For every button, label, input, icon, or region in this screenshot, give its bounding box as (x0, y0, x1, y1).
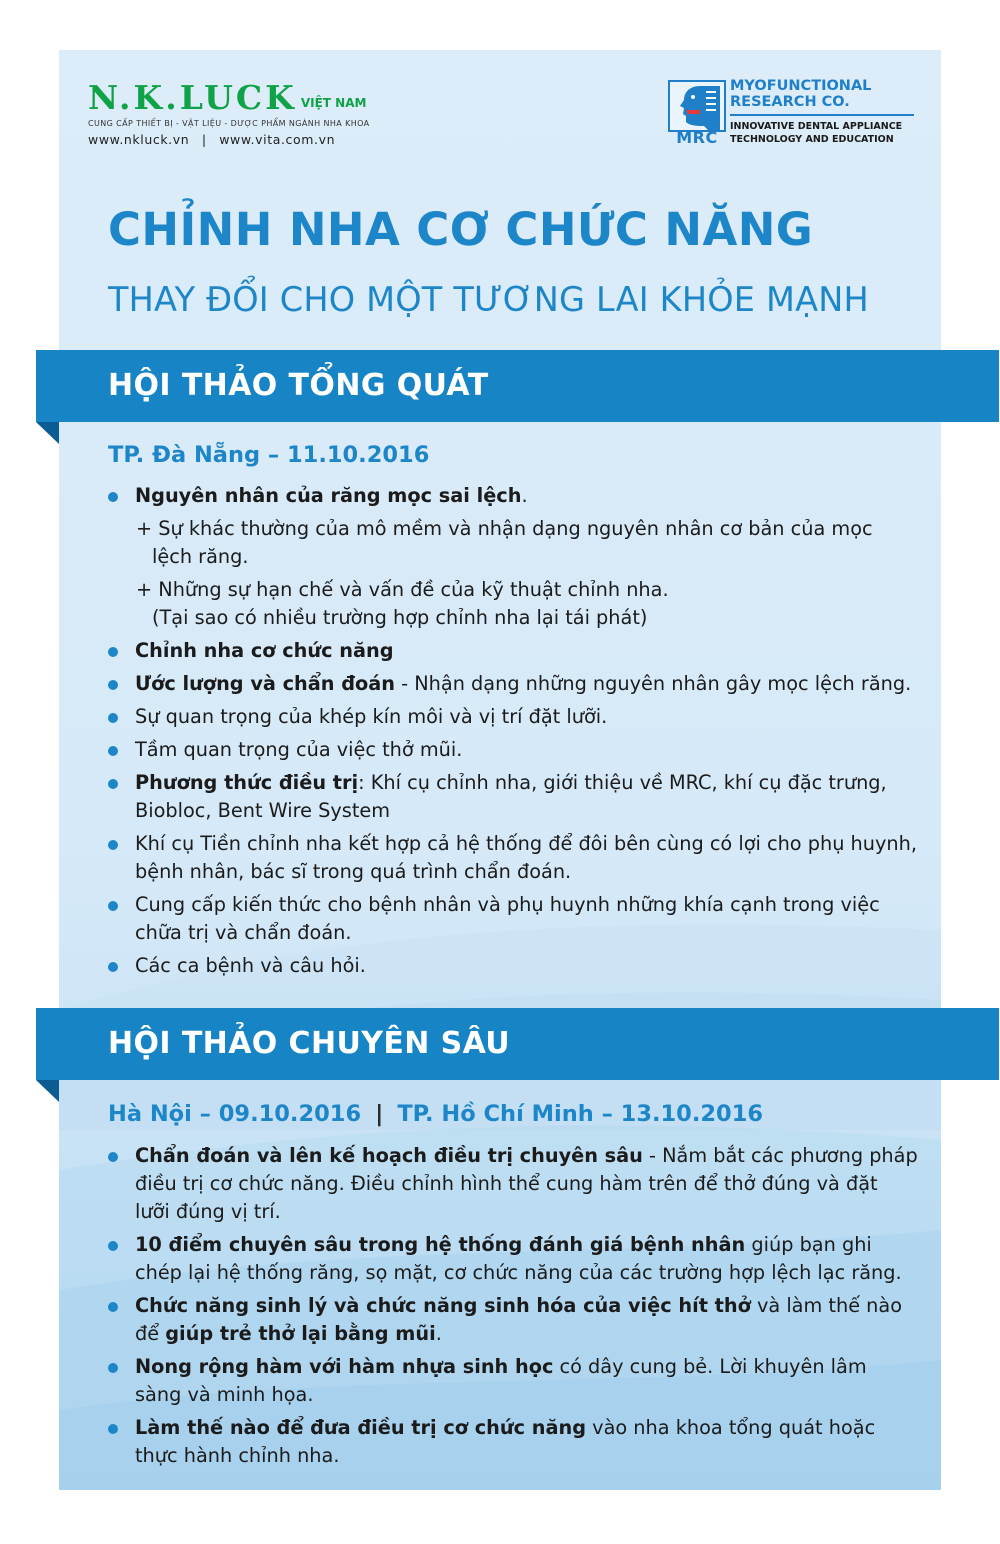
section-advanced-ribbon (36, 1008, 999, 1080)
mrc-name-line2: RESEARCH CO. (730, 94, 850, 110)
section-advanced-cities (108, 1101, 763, 1127)
website-nkluck-link[interactable]: www.nkluck.vn (88, 132, 190, 147)
section-advanced-list (108, 1142, 918, 1475)
list-subitem: + Những sự hạn chế và vấn đề của kỹ thuật chỉnh nha. (Tại sao có nhiều trường hợp chỉnh nha lại tái phát) (136, 578, 669, 629)
mrc-tag-line2: TECHNOLOGY AND EDUCATION (730, 134, 894, 145)
list-item: Chẩn đoán và lên kế hoạch điều trị chuyên sâu - Nắm bắt các phương pháp điều trị cơ chức năng. Điều chỉnh hình thể cung hàm trên để thở đúng và đặt lưỡi đúng vị trí. (108, 1142, 918, 1226)
list-item: Tầm quan trọng của việc thở mũi. (108, 736, 918, 764)
mrc-company-name (730, 78, 930, 110)
mrc-tag-line1: INNOVATIVE DENTAL APPLIANCE (730, 121, 903, 132)
list-subitem: + Sự khác thường của mô mềm và nhận dạng nguyên nhân cơ bản của mọc lệch răng. (136, 517, 873, 568)
city-hcm: TP. Hồ Chí Minh – 13.10.2016 (397, 1101, 764, 1127)
nkluck-websites (88, 132, 370, 147)
nkluck-name: N.K.LUCK (88, 78, 297, 117)
section-general-city: TP. Đà Nẵng – 11.10.2016 (108, 442, 430, 468)
page-title: CHỈNH NHA CƠ CHỨC NĂNG (108, 203, 814, 256)
ribbon-fold (36, 1080, 59, 1102)
nkluck-logo (88, 78, 370, 147)
nkluck-country: VIỆT NAM (300, 96, 367, 110)
list-item: Chỉnh nha cơ chức năng (108, 637, 918, 665)
mrc-divider (730, 114, 914, 116)
list-item: Nguyên nhân của răng mọc sai lệch. (108, 482, 918, 510)
section-general-ribbon (36, 350, 999, 422)
list-item: Cung cấp kiến thức cho bệnh nhân và phụ huynh những khía cạnh trong việc chữa trị và chẩn đoán. (108, 891, 918, 947)
city-separator: | (375, 1101, 384, 1127)
list-item: Khí cụ Tiền chỉnh nha kết hợp cả hệ thống để đôi bên cùng có lợi cho phụ huynh, bệnh nhân, bác sĩ trong quá trình chẩn đoán. (108, 830, 918, 886)
list-item: Ước lượng và chẩn đoán - Nhận dạng những nguyên nhân gây mọc lệch răng. (108, 670, 918, 698)
list-item: Làm thế nào để đưa điều trị cơ chức năng vào nha khoa tổng quát hoặc thực hành chỉnh nha. (108, 1414, 918, 1470)
website-divider: | (201, 132, 207, 147)
mrc-tagline (730, 120, 930, 146)
section-general-list (108, 482, 918, 985)
face-profile-icon (668, 80, 726, 132)
list-item: Chức năng sinh lý và chức năng sinh hóa của việc hít thở và làm thế nào để giúp trẻ thở lại bằng mũi. (108, 1292, 918, 1348)
section-advanced-heading: HỘI THẢO CHUYÊN SÂU (108, 1026, 511, 1061)
list-item: Phương thức điều trị: Khí cụ chỉnh nha, giới thiệu về MRC, khí cụ đặc trưng, Biobloc, Bent Wire System (108, 769, 918, 825)
list-item: Sự quan trọng của khép kín môi và vị trí đặt lưỡi. (108, 703, 918, 731)
mrc-logo (668, 80, 928, 150)
ribbon-fold (36, 422, 59, 444)
website-vita-link[interactable]: www.vita.com.vn (219, 132, 336, 147)
mrc-name-line1: MYOFUNCTIONAL (730, 78, 872, 94)
list-item: 10 điểm chuyên sâu trong hệ thống đánh giá bệnh nhân giúp bạn ghi chép lại hệ thống răng, sọ mặt, cơ chức năng của các trường hợp lệch lạc răng. (108, 1231, 918, 1287)
list-item: Nong rộng hàm với hàm nhựa sinh học có dây cung bẻ. Lời khuyên lâm sàng và minh họa. (108, 1353, 918, 1409)
nkluck-tagline: CUNG CẤP THIẾT BỊ - VẬT LIỆU - DƯỢC PHẨM NGÀNH NHA KHOA (88, 119, 370, 128)
mrc-abbreviation: MRC (676, 128, 718, 147)
city-hanoi: Hà Nội – 09.10.2016 (108, 1101, 362, 1127)
page-subtitle: THAY ĐỔI CHO MỘT TƯƠNG LAI KHỎE MẠNH (108, 280, 869, 319)
section-general-heading: HỘI THẢO TỔNG QUÁT (108, 368, 489, 403)
list-item: Các ca bệnh và câu hỏi. (108, 952, 918, 980)
